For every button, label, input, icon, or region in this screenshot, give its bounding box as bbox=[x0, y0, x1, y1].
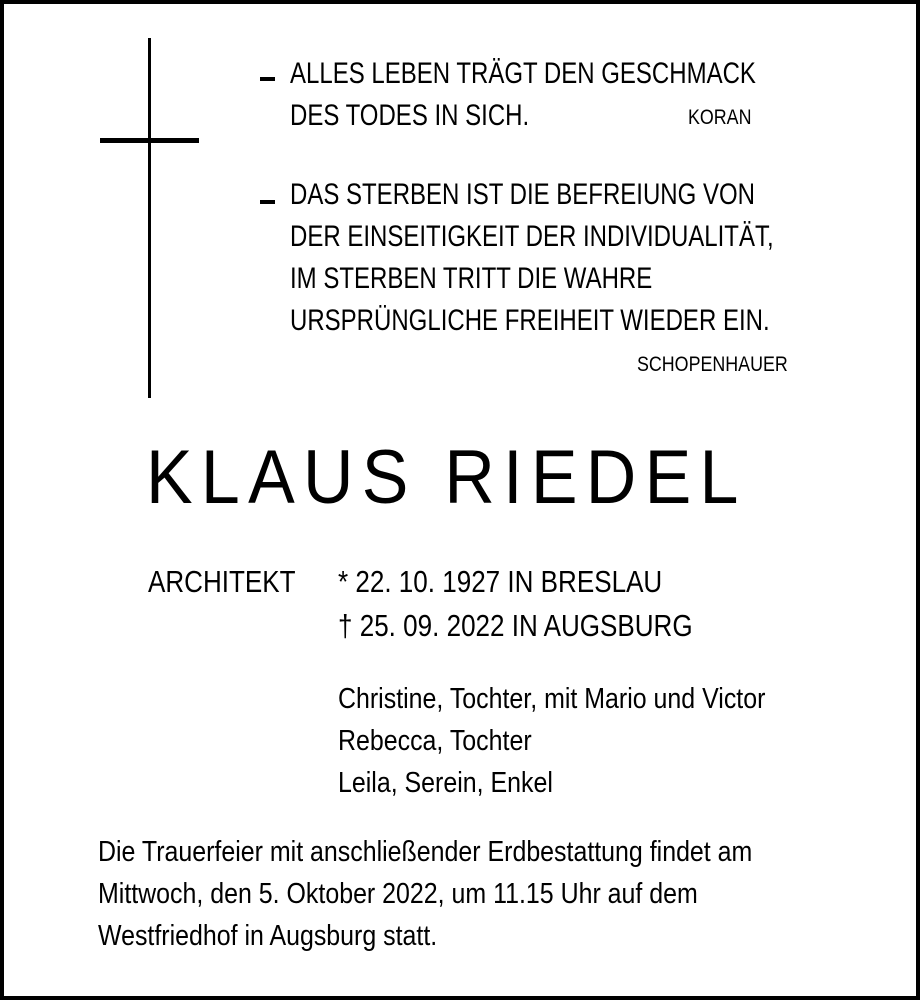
ceremony-line: Mittwoch, den 5. Oktober 2022, um 11.15 Uhr auf dem bbox=[98, 878, 698, 910]
quote-line: URSPRÜNGLICHE FREIHEIT WIEDER EIN. bbox=[290, 304, 770, 337]
quote-line: DAS STERBEN IST DIE BEFREIUNG VON bbox=[290, 178, 755, 211]
death-date: † 25. 09. 2022 IN AUGSBURG bbox=[338, 608, 693, 643]
quote-line: IM STERBEN TRITT DIE WAHRE bbox=[290, 262, 653, 295]
deceased-name: KLAUS RIEDEL bbox=[146, 435, 747, 520]
profession: ARCHITEKT bbox=[148, 564, 296, 599]
quote-line: DER EINSEITIGKEIT DER INDIVIDUALITÄT, bbox=[290, 220, 774, 253]
quote-line: ALLES LEBEN TRÄGT DEN GESCHMACK bbox=[290, 57, 756, 90]
quote-line: DES TODES IN SICH. bbox=[290, 99, 530, 132]
cross-icon-horizontal bbox=[100, 138, 199, 143]
cross-icon-vertical bbox=[148, 38, 151, 398]
ceremony-line: Die Trauerfeier mit anschließender Erdbestattung findet am bbox=[98, 836, 753, 868]
ceremony-line: Westfriedhof in Augsburg statt. bbox=[98, 920, 438, 952]
mourner-line: Leila, Serein, Enkel bbox=[338, 767, 553, 799]
quote-dash bbox=[260, 200, 275, 204]
mourner-line: Rebecca, Tochter bbox=[338, 725, 532, 757]
quote-dash bbox=[260, 77, 275, 81]
mourner-line: Christine, Tochter, mit Mario und Victor bbox=[338, 683, 766, 715]
birth-date: * 22. 10. 1927 IN BRESLAU bbox=[338, 564, 663, 599]
quote-source: KORAN bbox=[688, 106, 752, 129]
quote-source: SCHOPENHAUER bbox=[637, 353, 788, 376]
